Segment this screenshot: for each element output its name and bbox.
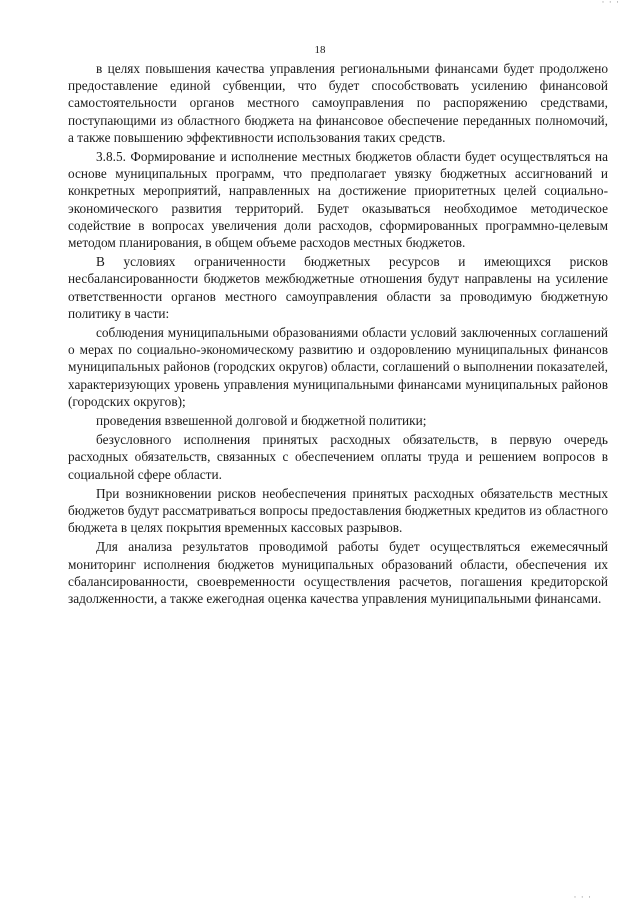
- paragraph-agreements-compliance: соблюдения муниципальными образованиями области условий заключенных соглашений о мерах по социально-экономическому развитию и оздоровлению муниципальных финансов муниципальных районов (городских округов) области, соглашений о выполнении показателей, характеризующих уровень управления муниципальными финансами муниципальных районов (городских округов);: [68, 325, 608, 409]
- scan-mark-top: · · ·: [601, 0, 620, 7]
- paragraph-3-8-5: 3.8.5. Формирование и исполнение местных бюджетов области будет осуществляться на основе муниципальных программ, что предполагает увязку бюджетных ассигнований и конкретных мероприятий, направленных на достижение приоритетных целей социально-экономического развития территорий. Будет оказываться необходимое методическое содействие в вопросах увеличения доли расходов, сформированных программно-целевым методом планирования, в общем объеме расходов местных бюджетов.: [68, 149, 608, 251]
- paragraph-budget-credits: При возникновении рисков необеспечения принятых расходных обязательств местных бюджетов будут рассматриваться вопросы предоставления бюджетных кредитов из областного бюджета в целях покрытия временных кассовых разрывов.: [68, 485, 608, 536]
- body-text: [68, 60, 608, 609]
- paragraph-debt-policy: проведения взвешенной долговой и бюджетной политики;: [96, 413, 427, 429]
- paragraph-expenditure-obligations: безусловного исполнения принятых расходных обязательств, в первую очередь расходных обязательств, связанных с обеспечением оплаты труда и решением вопросов в социальной сфере области.: [68, 432, 608, 482]
- page-number: 18: [314, 44, 326, 56]
- paragraph-budget-constraints: В условиях ограниченности бюджетных ресурсов и имеющихся рисков несбалансированности бюджетов межбюджетные отношения будут направлены на усиление ответственности органов местного самоуправления области за проводимую бюджетную политику в части:: [68, 254, 608, 321]
- paragraph-subvention: в целях повышения качества управления региональными финансами будет продолжено предоставление единой субвенции, что будет способствовать усилению финансовой самостоятельности органов местного самоуправления по распоряжению средствами, поступающими из областного бюджета на финансовое обеспечение переданных полномочий, а также повышению эффективности использования таких средств.: [68, 61, 608, 145]
- paragraph-monitoring: Для анализа результатов проводимой работы будет осуществляться ежемесячный мониторинг исполнения бюджетов муниципальных образований области, обеспечения их сбалансированности, своевременности осуществления расчетов, погашения кредиторской задолженности, а также ежегодная оценка качества управления муниципальными финансами.: [68, 539, 608, 607]
- scan-mark-bottom: · · ·: [573, 892, 592, 902]
